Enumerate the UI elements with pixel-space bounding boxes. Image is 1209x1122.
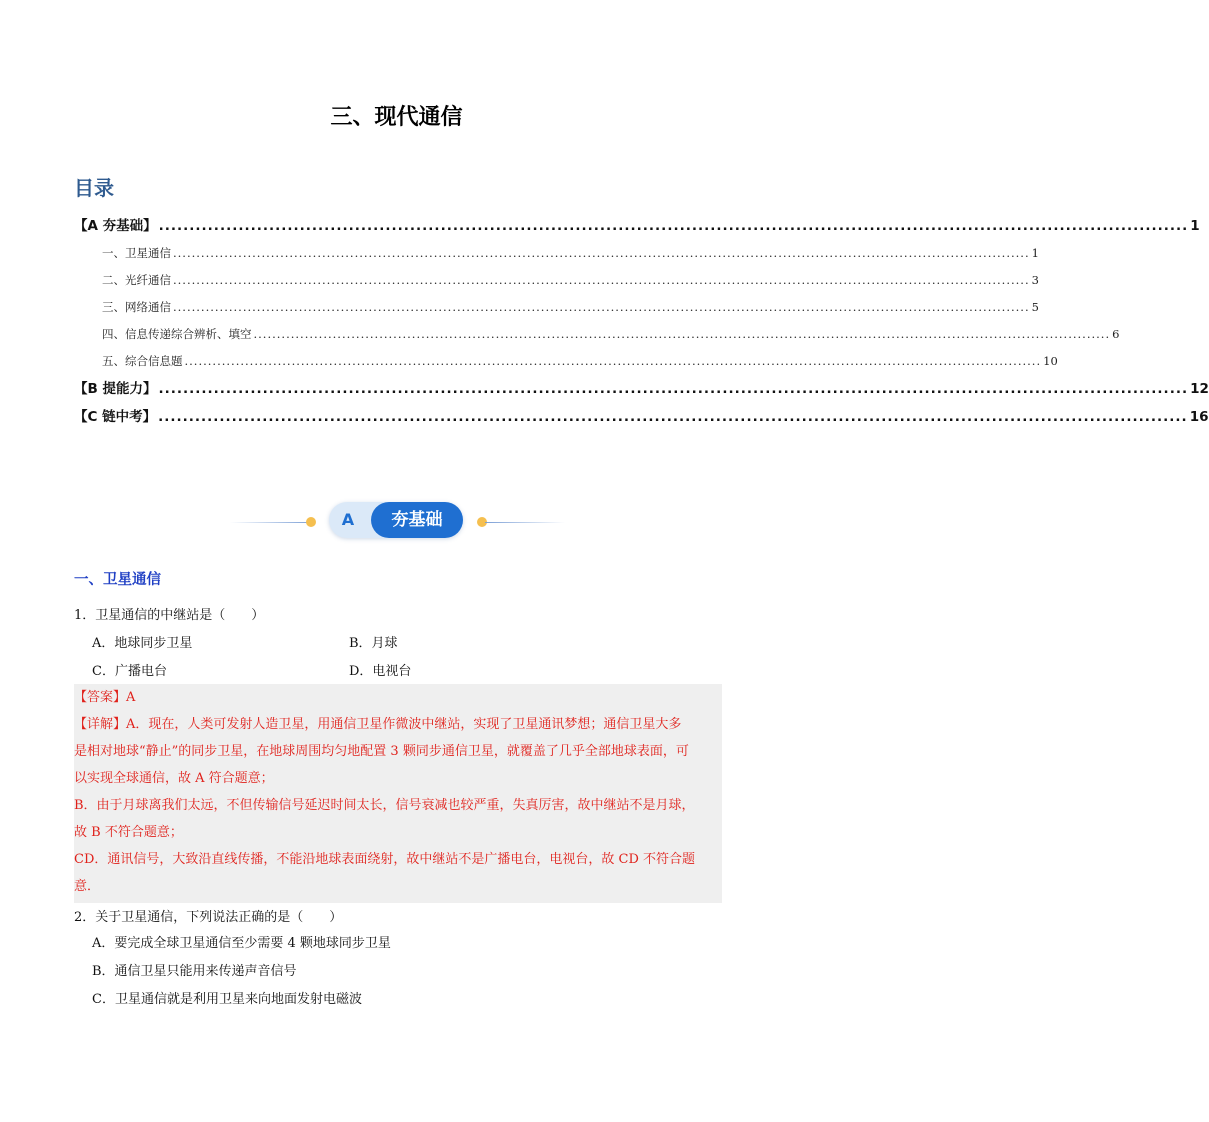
toc-leader: ........................................................................................................................................................................ xyxy=(158,381,1189,397)
toc-entry-page: 1 xyxy=(1031,246,1039,260)
banner-line-right xyxy=(485,522,565,523)
answer-detail-line: B．由于月球离我们太远，不但传输信号延迟时间太长，信号衰减也较严重，失真厉害，故中继站不是月球， xyxy=(74,798,695,813)
toc-leader: ........................................................................................................................................................................ xyxy=(158,409,1188,425)
question-2-option-c: C．卫星通信就是利用卫星来向地面发射电磁波 xyxy=(92,992,362,1007)
toc-leader: ........................................................................................................................................................................................ xyxy=(184,354,1042,368)
answer-detail-line: CD．通讯信号，大致沿直线传播，不能沿地球表面绕射，故中继站不是广播电台，电视台，故 CD 不符合题 xyxy=(74,852,696,867)
question-1-option-d: D．电视台 xyxy=(349,664,412,679)
toc-entry-network[interactable] xyxy=(74,294,1039,321)
toc-entry-label: 【A 夯基础】 xyxy=(74,218,157,234)
toc-entry-page: 10 xyxy=(1043,354,1058,368)
toc-entry-page: 16 xyxy=(1189,409,1209,425)
toc-leader: ........................................................................................................................................................................................ xyxy=(173,273,1030,287)
toc-entry-label: 三、网络通信 xyxy=(102,300,171,314)
question-2-option-b: B．通信卫星只能用来传递声音信号 xyxy=(92,964,297,979)
banner-dot-left xyxy=(306,517,316,527)
toc-entry-page: 6 xyxy=(1112,327,1120,341)
section-heading: 一、卫星通信 xyxy=(74,572,161,588)
table-of-contents xyxy=(74,212,1209,431)
banner-pill xyxy=(329,502,463,538)
toc-entry-info-questions[interactable] xyxy=(74,348,1058,375)
answer-detail-line: 意． xyxy=(74,879,101,894)
question-1-option-c: C．广播电台 xyxy=(92,664,167,679)
question-1-option-a: A．地球同步卫星 xyxy=(92,636,193,651)
answer-detail-line: 【详解】A．现在，人类可发射人造卫星，用通信卫星作微波中继站，实现了卫星通讯梦想；通信卫星大多 xyxy=(74,717,682,732)
toc-heading: 目录 xyxy=(74,176,114,200)
toc-entry-a[interactable] xyxy=(74,212,1200,240)
question-2-option-a: A．要完成全球卫星通信至少需要 4 颗地球同步卫星 xyxy=(92,936,391,951)
question-1-option-b: B．月球 xyxy=(349,636,398,651)
question-2-stem: 2．关于卫星通信，下列说法正确的是（ ） xyxy=(74,910,343,925)
toc-entry-page: 5 xyxy=(1031,300,1039,314)
banner-label: 夯基础 xyxy=(371,502,463,538)
toc-leader: ........................................................................................................................................................................................ xyxy=(173,246,1030,260)
section-banner xyxy=(230,498,566,542)
toc-leader: ........................................................................................................................................................................................ xyxy=(253,327,1111,341)
banner-line-left xyxy=(230,522,312,523)
toc-entry-b[interactable] xyxy=(74,375,1209,403)
toc-entry-comprehensive[interactable] xyxy=(74,321,1120,348)
toc-leader: ........................................................................................................................................................................ xyxy=(158,218,1189,234)
toc-entry-label: 一、卫星通信 xyxy=(102,246,171,260)
page-title: 三、现代通信 xyxy=(330,105,463,130)
answer-line: 【答案】A xyxy=(74,690,136,705)
answer-detail-line: 故 B 不符合题意； xyxy=(74,825,183,840)
toc-entry-satellite[interactable] xyxy=(74,240,1039,267)
answer-detail-line: 以实现全球通信，故 A 符合题意； xyxy=(74,771,274,786)
toc-entry-label: 【B 提能力】 xyxy=(74,381,157,397)
toc-entry-page: 1 xyxy=(1190,218,1200,234)
toc-entry-label: 五、综合信息题 xyxy=(102,354,183,368)
toc-entry-label: 四、信息传递综合辨析、填空 xyxy=(102,327,252,341)
answer-detail-line: 是相对地球“静止”的同步卫星，在地球周围均匀地配置 3 颗同步通信卫星，就覆盖了几乎全部地球表面，可 xyxy=(74,744,689,759)
toc-entry-page: 12 xyxy=(1190,381,1209,397)
banner-letter: A xyxy=(341,510,355,529)
toc-entry-fiber[interactable] xyxy=(74,267,1039,294)
toc-entry-label: 二、光纤通信 xyxy=(102,273,171,287)
toc-entry-page: 3 xyxy=(1031,273,1039,287)
toc-entry-c[interactable] xyxy=(74,403,1209,431)
question-1-stem: 1．卫星通信的中继站是（ ） xyxy=(74,608,265,623)
toc-entry-label: 【C 链中考】 xyxy=(74,409,157,425)
toc-leader: ........................................................................................................................................................................................ xyxy=(173,300,1030,314)
